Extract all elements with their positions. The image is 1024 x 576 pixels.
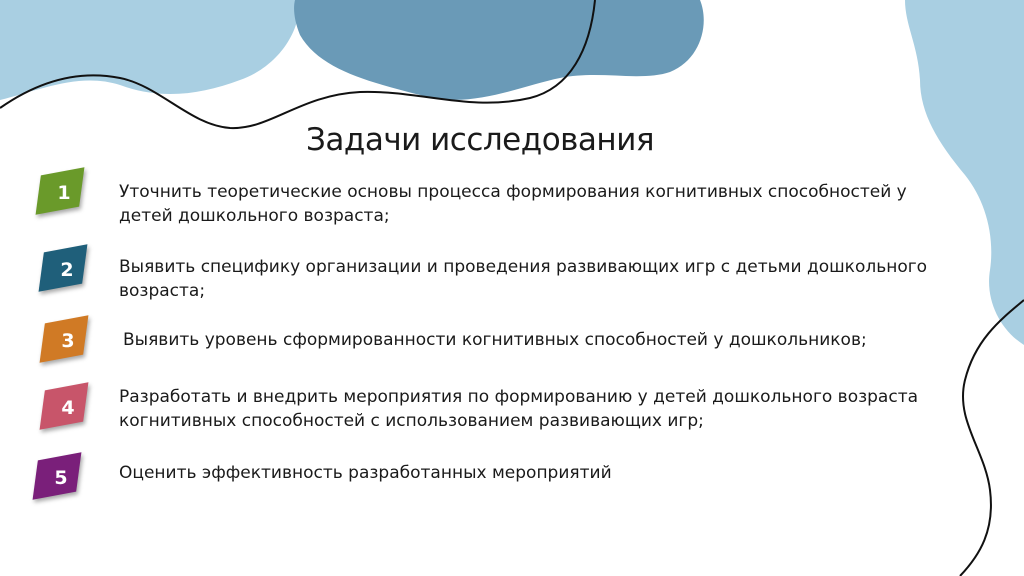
task-text: Оценить эффективность разработанных мероприятий bbox=[119, 463, 612, 483]
number-label: 3 bbox=[61, 330, 75, 352]
task-text: Выявить уровень сформированности когнитивных способностей у дошкольников; bbox=[123, 330, 867, 350]
number-label: 4 bbox=[61, 397, 75, 419]
number-label: 1 bbox=[57, 182, 71, 204]
task-text: Уточнить теоретические основы процесса формирования когнитивных способностей у детей дошкольного возраста; bbox=[119, 182, 907, 226]
task-text: Выявить специфику организации и проведения развивающих игр с детьми дошкольного возраста; bbox=[119, 257, 928, 301]
task-text: Разработать и внедрить мероприятия по формированию у детей дошкольного возраста когнитивных способностей с использованием развивающих игр; bbox=[119, 387, 919, 431]
number-label: 2 bbox=[60, 259, 74, 281]
right-wavy-line bbox=[960, 300, 1024, 576]
number-label: 5 bbox=[54, 467, 68, 489]
slide-title: Задачи исследования bbox=[306, 122, 654, 158]
top-center-blob bbox=[294, 0, 704, 100]
